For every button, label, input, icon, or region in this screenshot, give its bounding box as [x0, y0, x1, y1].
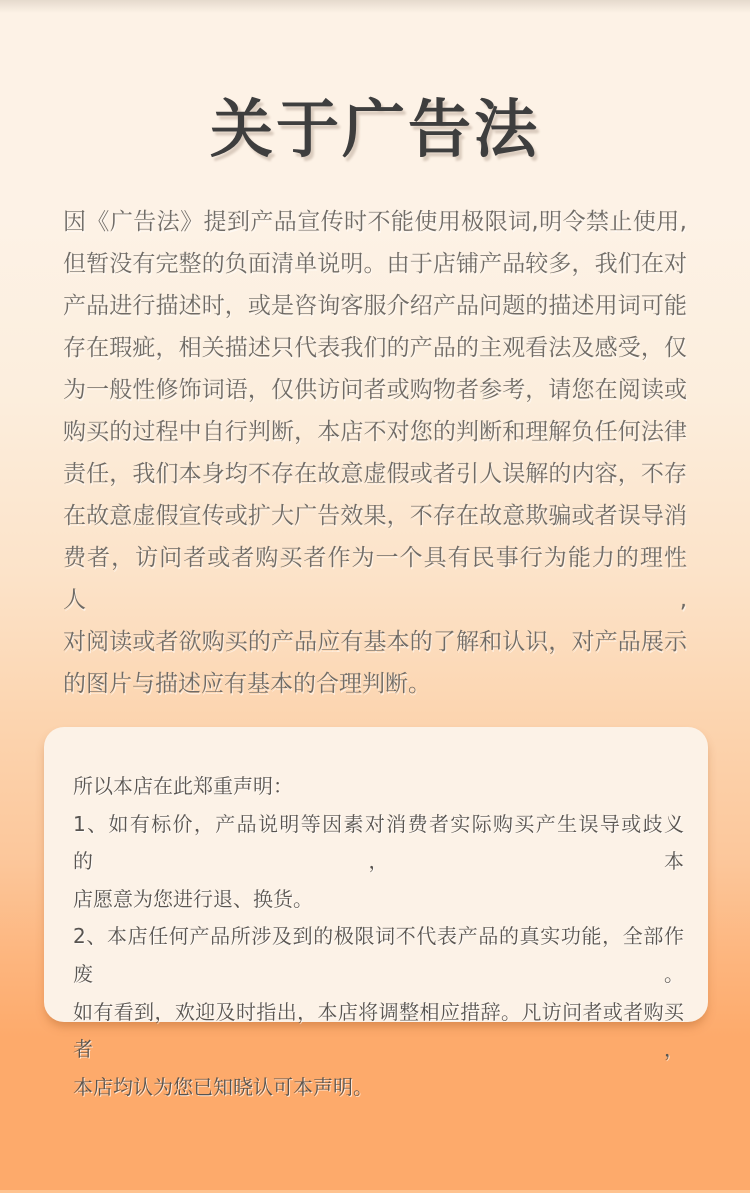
- declaration-line: 店愿意为您进行退、换货。: [73, 886, 313, 911]
- page-title: 关于广告法: [210, 93, 540, 166]
- declaration-line: 1、如有标价，产品说明等因素对消费者实际购买产生误导或歧义的，本: [73, 811, 684, 874]
- paragraph-line: 费者，访问者或者购买者作为一个具有民事行为能力的理性人,: [63, 545, 687, 613]
- paragraph-line: 对阅读或者欲购买的产品应有基本的了解和认识，对产品展示: [63, 629, 687, 655]
- declaration-line: 2、本店任何产品所涉及到的极限词不代表产品的真实功能，全部作废。: [73, 924, 684, 986]
- declaration-line: 本店均认为您已知晓认可本声明。: [73, 1074, 373, 1099]
- top-shade-gradient: [0, 0, 750, 13]
- paragraph-line: 但暂没有完整的负面清单说明。由于店铺产品较多，我们在对: [63, 251, 687, 277]
- declaration-card: [44, 727, 708, 1099]
- paragraph-line: 的图片与描述应有基本的合理判断。: [63, 671, 431, 697]
- paragraph-line: 在故意虚假宣传或扩大广告效果，不存在故意欺骗或者误导消: [63, 503, 687, 529]
- paragraph-line: 存在瑕疵，相关描述只代表我们的产品的主观看法及感受，仅: [63, 335, 687, 361]
- disclaimer-paragraph: [63, 201, 687, 705]
- declaration-line: 所以本店在此郑重声明：: [73, 774, 293, 798]
- paragraph-line: 产品进行描述时，或是咨询客服介绍产品问题的描述用词可能: [63, 293, 687, 319]
- paragraph-line: 责任，我们本身均不存在故意虚假或者引人误解的内容，不存: [63, 461, 687, 487]
- paragraph-line: 因《广告法》提到产品宣传时不能使用极限词,明令禁止使用,: [63, 209, 687, 235]
- paragraph-line: 购买的过程中自行判断，本店不对您的判断和理解负任何法律: [63, 419, 687, 445]
- paragraph-line: 为一般性修饰词语，仅供访问者或购物者参考，请您在阅读或: [63, 377, 687, 403]
- declaration-line: 如有看到，欢迎及时指出，本店将调整相应措辞。凡访问者或者购买者，: [73, 999, 684, 1062]
